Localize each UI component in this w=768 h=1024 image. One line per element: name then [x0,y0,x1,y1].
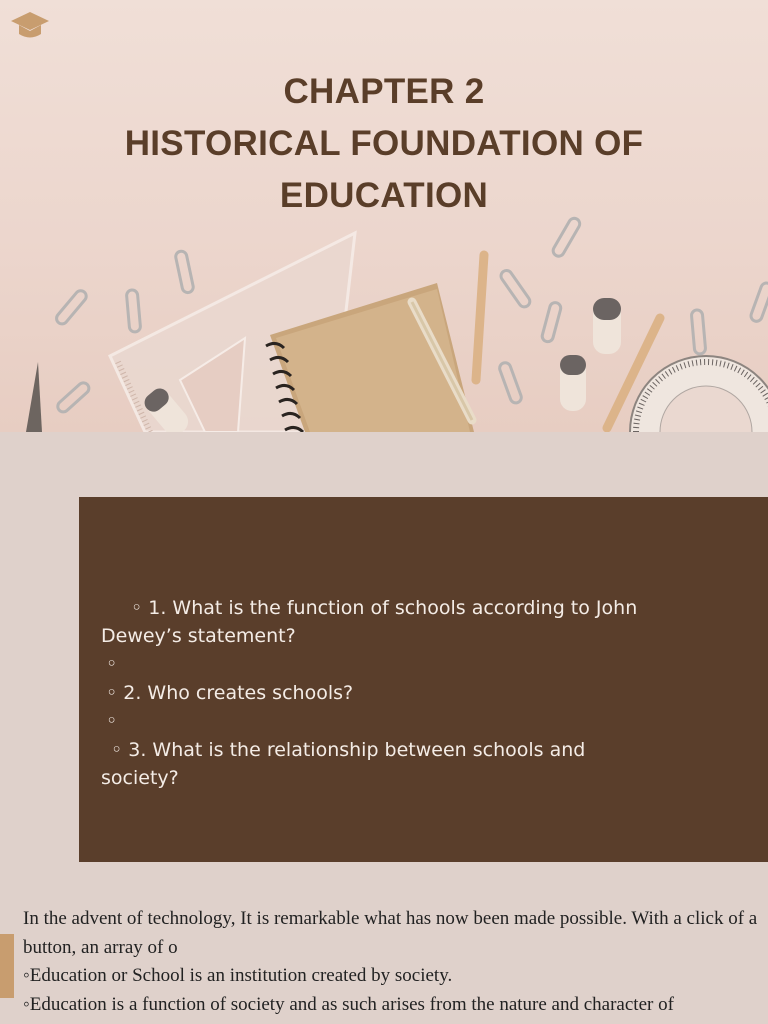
body-paragraph: ◦Education is a function of society and as such arises from the nature and character of [23,993,674,1015]
bullet-icon: ◦ [106,653,118,675]
question-text: 2. Who creates schools? [123,682,354,704]
eraser [560,355,586,411]
question-text: 3. What is the relationship between schools and society? [101,739,586,789]
bullet-icon: ◦ [106,710,118,732]
title-line: EDUCATION [279,176,489,215]
chapter-title [0,66,768,222]
body-paragraph: In the advent of technology, It is remarkable what has now been made possible. With a click of a button, an array of o [23,908,758,958]
body-text [23,905,758,1019]
protractor [630,356,768,432]
accent-bar [0,934,14,998]
body-paragraph: ◦Education or School is an institution created by society. [23,965,453,986]
title-line: CHAPTER 2 [283,72,485,111]
question-item [101,736,661,792]
scissors [26,362,42,432]
question-text: 1. What is the function of schools according to John Dewey’s statement? [101,597,638,647]
question-item [101,594,661,650]
bullet-icon: ◦ [106,682,118,704]
title-line: HISTORICAL FOUNDATION OF [124,124,644,163]
questions-card [79,497,768,862]
bullet-icon: ◦ [131,597,143,619]
cover-image [0,0,768,432]
bullet-icon: ◦ [111,739,123,761]
pencil [476,255,484,380]
eraser [593,298,621,354]
question-item [106,679,666,707]
graduation-cap-icon [10,10,50,44]
question-item [106,707,666,735]
question-item [106,650,666,678]
